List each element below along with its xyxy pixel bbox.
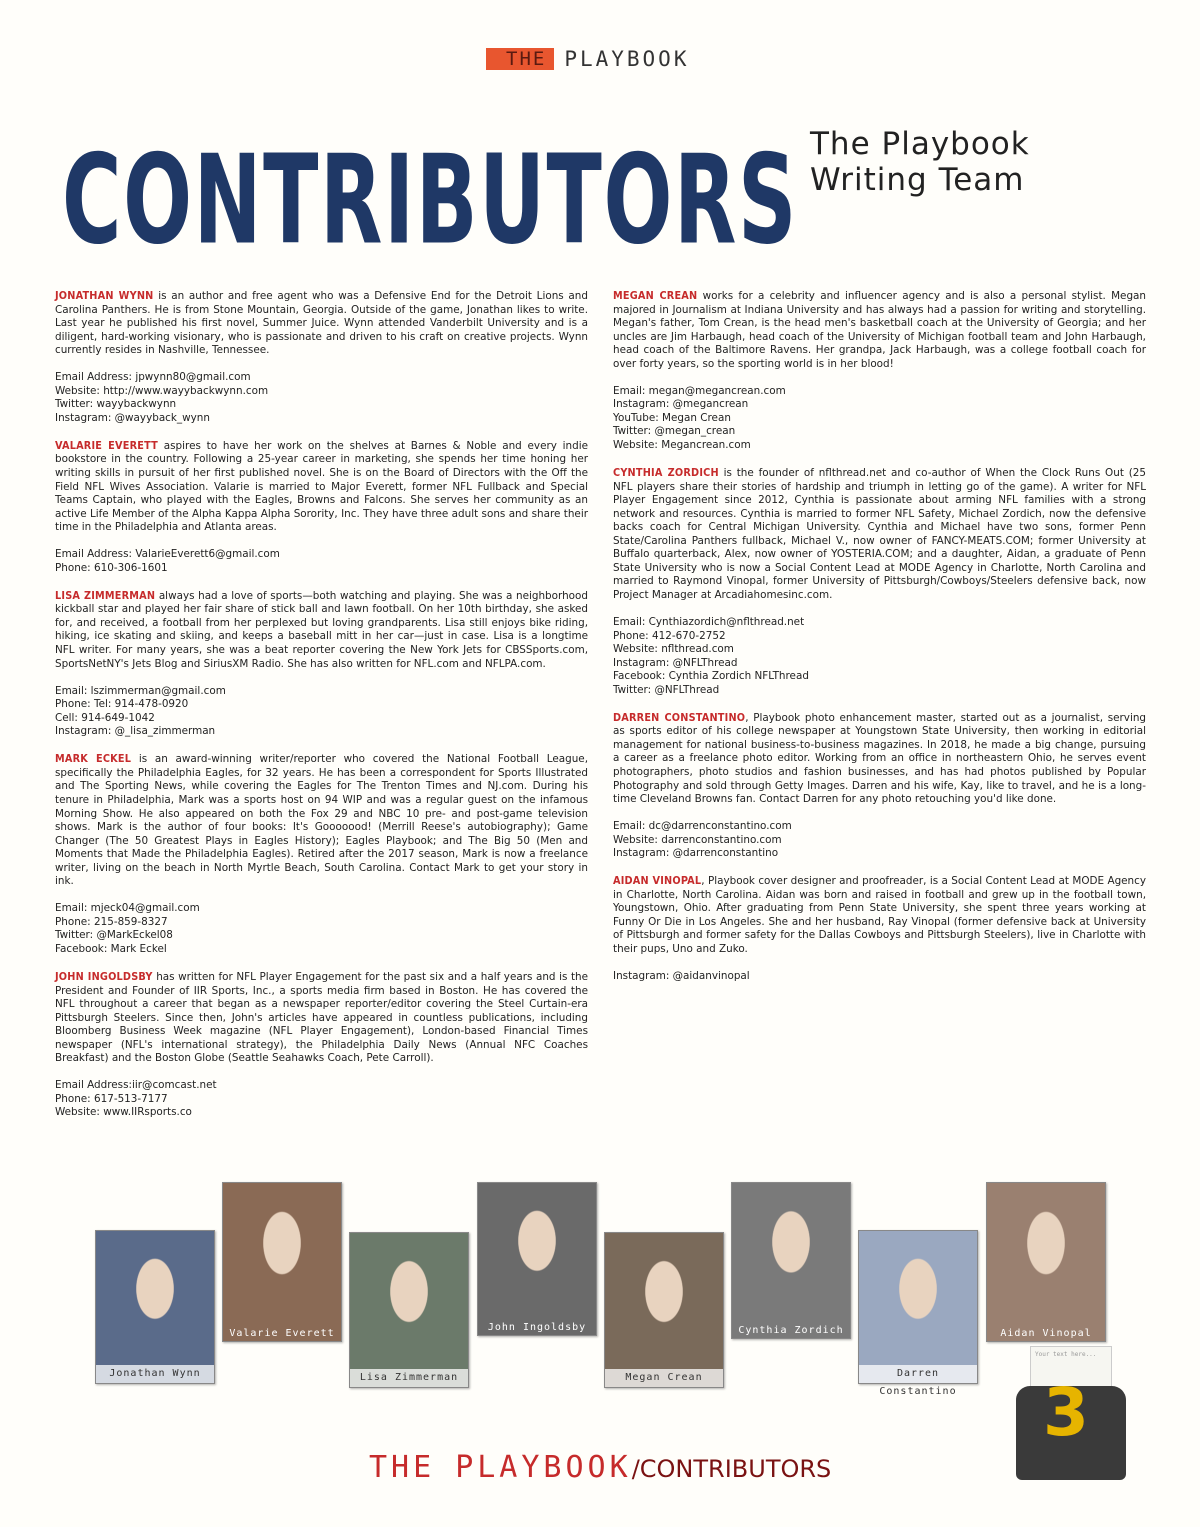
contributor-name: JOHN INGOLDSBY	[55, 969, 153, 983]
contact-line[interactable]: Phone: 215-859-8327	[55, 915, 168, 928]
contact-line[interactable]: Twitter: @NFLThread	[613, 683, 720, 696]
contact-line[interactable]: Cell: 914-649-1042	[55, 711, 155, 724]
photo-caption: Aidan Vinopal	[1000, 1328, 1092, 1339]
contributor-bio	[55, 289, 588, 358]
contributor-bio	[613, 289, 1146, 371]
contact-line[interactable]: Email: Cynthiazordich@nflthread.net	[613, 615, 805, 628]
contact-block	[613, 970, 1146, 984]
bio-text: , Playbook cover designer and proofreader, is a Social Content Lead at MODE Agency in Charlotte, North Carolina. Aidan was born and raised in football and grew up in the football town, Youngstown, Ohio. After graduating from Penn State University, she spent three years working at Funny Or Die in Los Angeles. She and her husband, Ray Vinopal (former defensive back at University of Pittsburgh and former safety for the Dallas Cowboys and Pittsburgh Steelers), live in Charlotte with their pups, Uno and Zuko.	[613, 875, 1147, 955]
contact-line[interactable]: Email Address: jpwynn80@gmail.com	[55, 371, 251, 384]
left-column	[55, 289, 588, 1133]
footer-section: /CONTRIBUTORS	[631, 1455, 832, 1483]
photo-caption: Lisa Zimmerman	[350, 1369, 468, 1387]
contact-line[interactable]: Instagram: @aidanvinopal	[613, 970, 750, 983]
contact-block	[55, 685, 588, 739]
contact-line[interactable]: Email: lszimmerman@gmail.com	[55, 684, 226, 697]
right-column	[613, 289, 1146, 997]
masthead	[486, 48, 689, 70]
contact-line[interactable]: Phone: Tel: 914-478-0920	[55, 698, 189, 711]
bio-text: is an award-winning writer/reporter who covered the National Football League, specifically the Philadelphia Eagles, for 32 years. He has been a correspondent for Sports Illustrated and The Sporting News, while covering the Eagles for The Trenton Times and NJ.com. During his tenure in Philadelphia, Mark was a sports host on 94 WIP and was a regular guest on the infamous Morning Show. He also appeared on both the Fox 29 and NBC 10 pre- and post-game television shows. Mark is the author of four books: It's Gooooood! (Merrill Reese's autobiography); Game Changer (The 50 Greatest Plays in Eagles History); Eagles Playbook; and The Big 50 (Men and Moments that Made the Philadelphia Eagles). Retired after the 2017 season, Mark is now a freelance writer, living on the beach in North Myrtle Beach, South Carolina. Contact Mark to get your story in ink.	[55, 753, 588, 888]
contact-line[interactable]: Instagram: @_lisa_zimmerman	[55, 725, 216, 738]
contact-line[interactable]: YouTube: Megan Crean	[613, 411, 731, 424]
subtitle-line1: The Playbook	[810, 126, 1030, 162]
contributor-bio	[55, 970, 588, 1066]
contact-line[interactable]: Website: http://www.wayybackwynn.com	[55, 384, 269, 397]
bio-text: is the founder of nflthread.net and co-author of When the Clock Runs Out (25 NFL players share their stories of hardship and triumph in letting go of the game). A writer for NFL Player Engagement since 2012, Cynthia is passionate about arming NFL families with a strong network and resources. Cynthia is married to former NFL Safety, Michael Zordich, now the defensive backs coach for Central Michigan University. Cynthia and Michael have two sons, former Penn State/Carolina Panthers fullback, Michael V., now owner of FANCY-MEATS.COM; former University at Buffalo quarterback, Alex, now owner of YOSTERIA.COM; and a daughter, Aidan, a graduate of Penn State University who is now a Social Content Lead at MODE Agency in Charlotte, North Carolina and married to Raymond Vinopal, former University of Pittsburgh/Cowboys/Steelers defensive back, now Project Manager at Arcadiahomesinc.com.	[613, 467, 1146, 601]
bio-text: always had a love of sports—both watching and playing. She was a neighborhood kickball star and played her fair share of stick ball and lawn football. On her 10th birthday, she asked for, and received, a football from her perplexed but loving grandparents. Lisa still enjoys bike riding, hiking, ice skating and skiing, and keeps a baseball mitt in her car—just in case. Lisa is a longtime NFL writer. For many years, she was a beat reporter covering the New York Jets for CBSSports.com, SportsNetNY's Jets Blog and SiriusXM Radio. She has also written for NFL.com and NFLPA.com.	[55, 589, 588, 670]
contributor-name: LISA ZIMMERMAN	[55, 588, 156, 602]
bio-text: , Playbook photo enhancement master, started out as a journalist, serving as sports editor of his college newspaper at Youngstown State University, then working in editorial management for national business-to-business magazines. In 2018, he made a big change, pursuing a career as a freelance photo editor. Working from an office in northeastern Ohio, he serves event photographers, photo studios and fashion businesses, and has had photos published by Popular Photography and sold through Getty Images. Darren and his wife, Kay, like to travel, and he is a long-time Cleveland Browns fan. Contact Darren for any photo retouching you'd like done.	[613, 711, 1147, 806]
footer-brand-playbook: PLAYBOOK	[455, 1450, 632, 1485]
contributor-name: DARREN CONSTANTINO	[613, 710, 746, 724]
bio-text: aspires to have her work on the shelves at Barnes & Noble and every indie bookstore in the country. Following a 25-year career in marketing, she spends her time honing her writing skills in pursuit of her first published novel. She is on the Board of Directors with the Off the Field NFL Wives Association. Valarie is married to Major Everett, former NFL Fullback and Special Teams Captain, who played with the Eagles, Browns and Falcons. She serves her community as an active Life Member of the Alpha Kappa Alpha Sorority, Inc. They have three adult sons and share their time in the Philadelphia and Atlanta areas.	[55, 439, 588, 534]
contact-block	[55, 548, 588, 575]
page-title: CONTRIBUTORS	[62, 128, 798, 272]
contributor-name: MARK ECKEL	[55, 752, 132, 766]
contributor-name: CYNTHIA ZORDICH	[613, 466, 719, 480]
masthead-playbook: PLAYBOOK	[564, 47, 690, 71]
subtitle	[810, 126, 1030, 198]
contact-block	[613, 616, 1146, 697]
contact-line[interactable]: Phone: 412-670-2752	[613, 629, 726, 642]
contact-line[interactable]: Website: darrenconstantino.com	[613, 833, 782, 846]
contributor-bio	[613, 874, 1146, 956]
contact-block	[55, 371, 588, 425]
contributor-photo	[858, 1230, 978, 1397]
contact-line[interactable]: Twitter: wayybackwynn	[55, 398, 177, 411]
contact-line[interactable]: Website: nflthread.com	[613, 643, 734, 656]
subtitle-line2: Writing Team	[810, 162, 1025, 198]
contact-line[interactable]: Website: www.IIRsports.co	[55, 1106, 192, 1119]
photo-caption: Cynthia Zordich	[738, 1325, 844, 1336]
contributor-bio	[55, 589, 588, 671]
contact-line[interactable]: Email: mjeck04@gmail.com	[55, 902, 200, 915]
page-number: 3	[1043, 1374, 1089, 1451]
photo-caption: Jonathan Wynn	[96, 1365, 214, 1383]
contributor-name: AIDAN VINOPAL	[613, 874, 702, 888]
contributor-photo	[349, 1232, 469, 1388]
contact-line[interactable]: Email: megan@megancrean.com	[613, 384, 786, 397]
contact-line[interactable]: Instagram: @megancrean	[613, 398, 749, 411]
contact-line[interactable]: Phone: 610-306-1601	[55, 561, 168, 574]
contributor-bio	[613, 711, 1146, 807]
footer	[369, 1450, 831, 1485]
masthead-the: THE	[486, 48, 554, 70]
contact-line[interactable]: Instagram: @darrenconstantino	[613, 847, 779, 860]
contributor-name: MEGAN CREAN	[613, 289, 698, 302]
contributor-bio	[55, 439, 588, 535]
contributor-photo	[222, 1182, 342, 1342]
contact-block	[613, 820, 1146, 861]
contact-line[interactable]: Phone: 617-513-7177	[55, 1092, 168, 1105]
photo-caption: Megan Crean	[605, 1369, 723, 1387]
contact-line[interactable]: Twitter: @MarkEckel08	[55, 929, 173, 942]
contributor-bio	[55, 752, 588, 888]
bio-text: has written for NFL Player Engagement for the past six and a half years and is the President and Founder of IIR Sports, Inc., a sports media firm based in Boston. He has covered the NFL throughout a career that began as a newspaper reporter/editor covering the Steel Curtain-era Pittsburgh Steelers. Since then, John's articles have appeared in countless publications, including Bloomberg Business Week magazine (NFL Player Engagement), London-based Financial Times newspaper (NFL's international strategy), the Philadelphia Daily News (Annual NFC Coaches Breakfast) and the Boston Globe (Seattle Seahawks Coach, Pete Carroll).	[55, 970, 588, 1065]
contributor-photo	[604, 1232, 724, 1388]
bio-text: is an author and free agent who was a Defensive End for the Detroit Lions and Carolina Panthers. He is from Stone Mountain, Georgia. Outside of the game, Jonathan likes to write. Last year he published his first novel, Summer Juice. Wynn attended Vanderbilt University and is a diligent, hard-working visionary, who is passionate and driven to his craft on creative projects. Wynn currently resides in Nashville, Tennessee.	[55, 290, 588, 357]
contact-line[interactable]: Email Address: ValarieEverett6@gmail.com	[55, 548, 280, 561]
contact-line[interactable]: Facebook: Cynthia Zordich NFLThread	[613, 670, 809, 683]
footer-brand-the: THE	[369, 1450, 436, 1485]
photo-caption: Darren Constantino	[859, 1365, 977, 1383]
photo-caption: Valarie Everett	[229, 1328, 335, 1339]
contributor-photo	[731, 1182, 851, 1339]
contributor-bio	[613, 466, 1146, 602]
contact-line[interactable]: Email: dc@darrenconstantino.com	[613, 820, 792, 833]
contributor-photo	[986, 1182, 1106, 1342]
contact-block	[613, 385, 1146, 453]
contributor-name: VALARIE EVERETT	[55, 438, 158, 452]
contributor-photo	[95, 1230, 215, 1384]
contact-line[interactable]: Website: Megancrean.com	[613, 438, 751, 451]
bio-text: works for a celebrity and influencer agency and is also a personal stylist. Megan majored in Journalism at Indiana University and has always had a passion for writing and storytelling. Megan's father, Tom Crean, is the head men's basketball coach at the University of Georgia; and her uncles are Jim Harbaugh, head coach of the University of Michigan football team and John Harbaugh, head coach of the Baltimore Ravens. Her grandpa, Jack Harbaugh, was a college football coach for over forty years, so the sporting world is in her blood!	[613, 290, 1147, 370]
photo-caption: John Ingoldsby	[487, 1322, 587, 1333]
contact-line[interactable]: Instagram: @wayyback_wynn	[55, 411, 210, 424]
contact-line[interactable]: Instagram: @NFLThread	[613, 656, 738, 669]
typewriter-paper: Your text here...	[1030, 1346, 1112, 1398]
contributor-photo	[477, 1182, 597, 1336]
contact-line[interactable]: Email Address:iir@comcast.net	[55, 1079, 217, 1092]
contact-line[interactable]: Twitter: @megan_crean	[613, 425, 736, 438]
contact-block	[55, 902, 588, 956]
footer-brand	[369, 1450, 632, 1485]
contributor-name: JONATHAN WYNN	[55, 289, 154, 302]
contact-line[interactable]: Facebook: Mark Eckel	[55, 942, 167, 955]
contact-block	[55, 1079, 588, 1120]
